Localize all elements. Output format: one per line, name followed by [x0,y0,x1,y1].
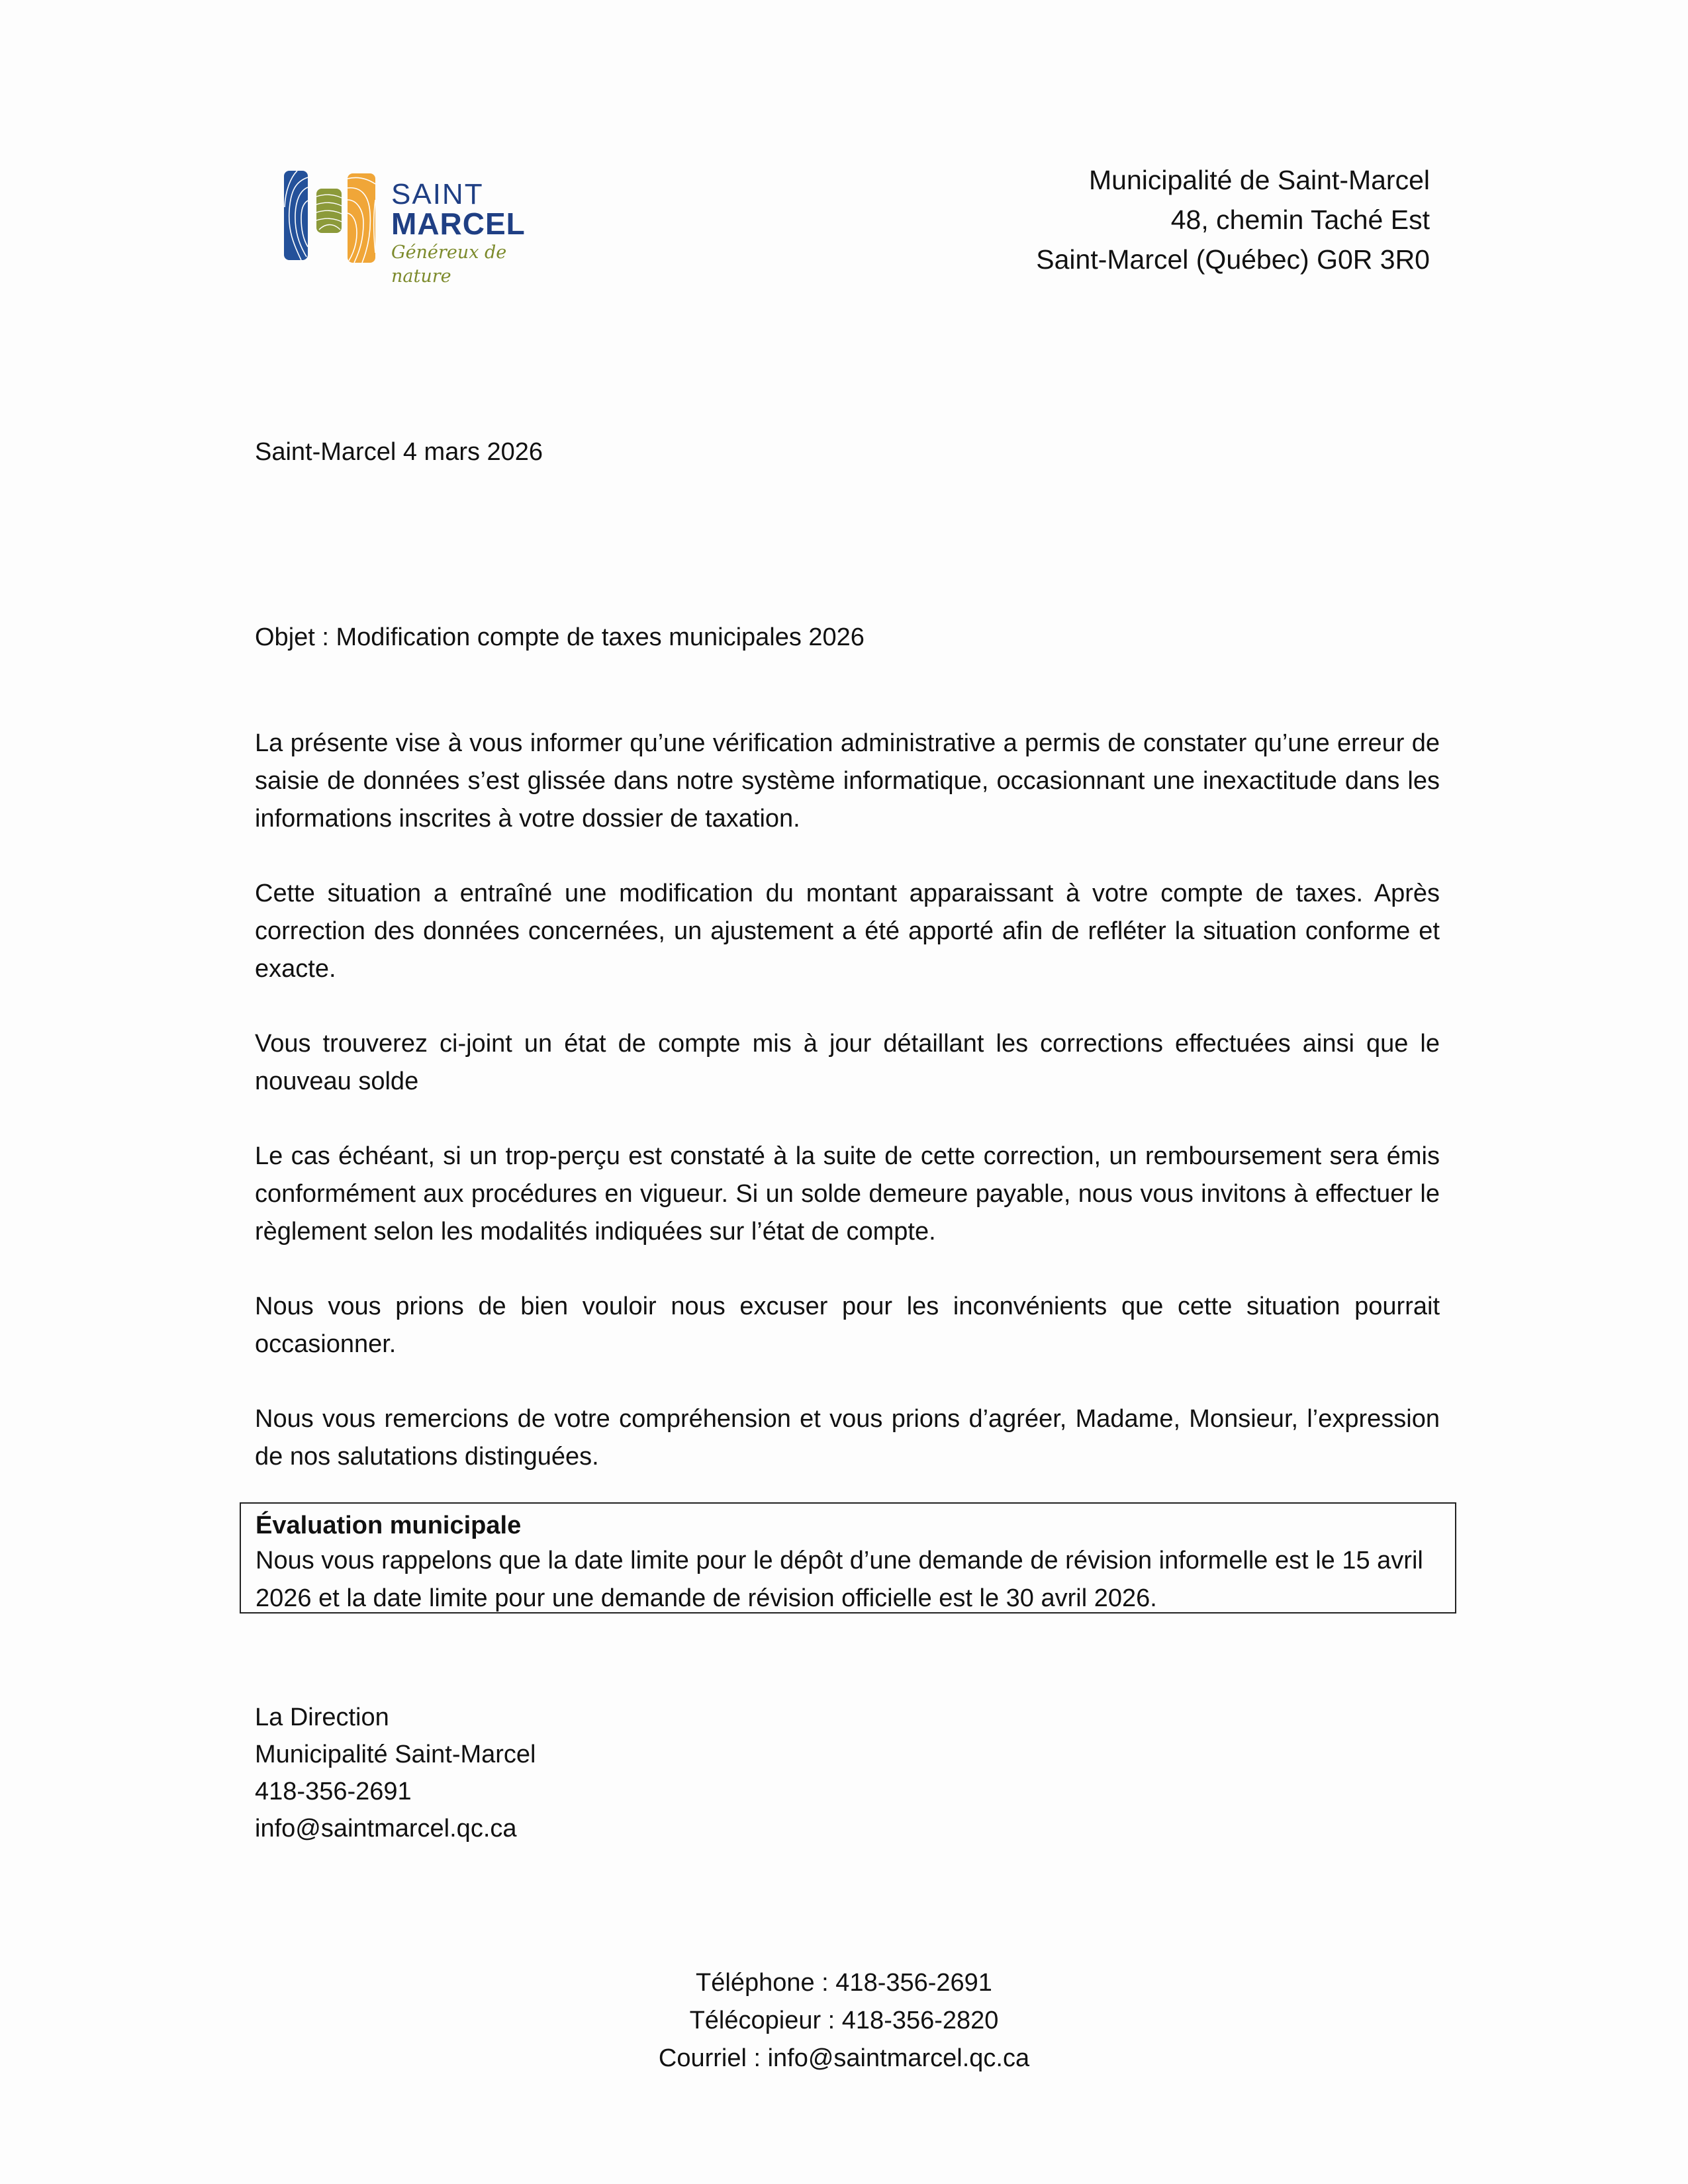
logo-blue-mark [284,171,308,260]
body-paragraph: La présente vise à vous informer qu’une vérification administrative a permis de constater qu’une erreur de saisie de données s’est glissée dans notre système informatique, occasionnant une inexactitude dans les informations inscrites à votre dossier de taxation. [255,729,1440,833]
letter-body [255,725,1440,1513]
sender-name: Municipalité de Saint-Marcel [1088,165,1430,195]
signature-phone: 418-356-2691 [255,1778,412,1805]
footer-contact [0,1964,1688,2077]
sender-city: Saint-Marcel (Québec) G0R 3R0 [1036,244,1430,275]
footer-fax: Télécopieur : 418-356-2820 [689,2007,999,2034]
body-paragraph: Nous vous remercions de votre compréhension et vous prions d’agréer, Madame, Monsieur, l’expression de nos salutations distinguées. [255,1405,1440,1471]
sender-address [1036,160,1430,279]
logo-saint-text: SAINT [391,178,484,210]
letter-date: Saint-Marcel 4 mars 2026 [255,438,543,466]
body-paragraph: Cette situation a entraîné une modification du montant apparaissant à votre compte de taxes. Après correction des données concernées, un ajustement a été apporté afin de refléter la situation conforme et exacte. [255,880,1440,983]
signature-block [255,1699,536,1847]
logo-green-mark [316,189,342,233]
municipality-logo [281,165,546,287]
logo-orange-mark [348,173,375,263]
letter-subject: Objet : Modification compte de taxes municipales 2026 [255,623,865,651]
body-paragraph: Vous trouverez ci-joint un état de compte mis à jour détaillant les corrections effectuées ainsi que le nouveau solde [255,1030,1440,1095]
body-paragraph: Nous vous prions de bien vouloir nous excuser pour les inconvénients que cette situation pourrait occasionner. [255,1293,1440,1358]
body-paragraph: Le cas échéant, si un trop-perçu est constaté à la suite de cette correction, un remboursement sera émis conformément aux procédures en vigueur. Si un solde demeure payable, nous vous invitons à effectuer le règlement selon les modalités indiquées sur l’état de compte. [255,1142,1440,1246]
signature-title: La Direction [255,1704,389,1731]
sender-street: 48, chemin Taché Est [1170,205,1430,235]
notice-text: Nous vous rappelons que la date limite pour le dépôt d’une demande de révision informelle est le 15 avril 2026 et la date limite pour une demande de révision officielle est le 30 avril 2026. [256,1547,1423,1612]
signature-organization: Municipalité Saint-Marcel [255,1741,536,1768]
footer-phone: Téléphone : 418-356-2691 [696,1969,992,1997]
evaluation-notice-box [240,1502,1456,1614]
notice-title: Évaluation municipale [256,1512,522,1539]
footer-email: Courriel : info@saintmarcel.qc.ca [658,2044,1030,2072]
logo-wood-grain-icon [281,165,374,265]
signature-email: info@saintmarcel.qc.ca [255,1815,517,1843]
logo-marcel-text: MARCEL [391,206,526,241]
logo-tagline: Généreux de nature [391,242,507,287]
logo-wordmark [391,180,546,289]
